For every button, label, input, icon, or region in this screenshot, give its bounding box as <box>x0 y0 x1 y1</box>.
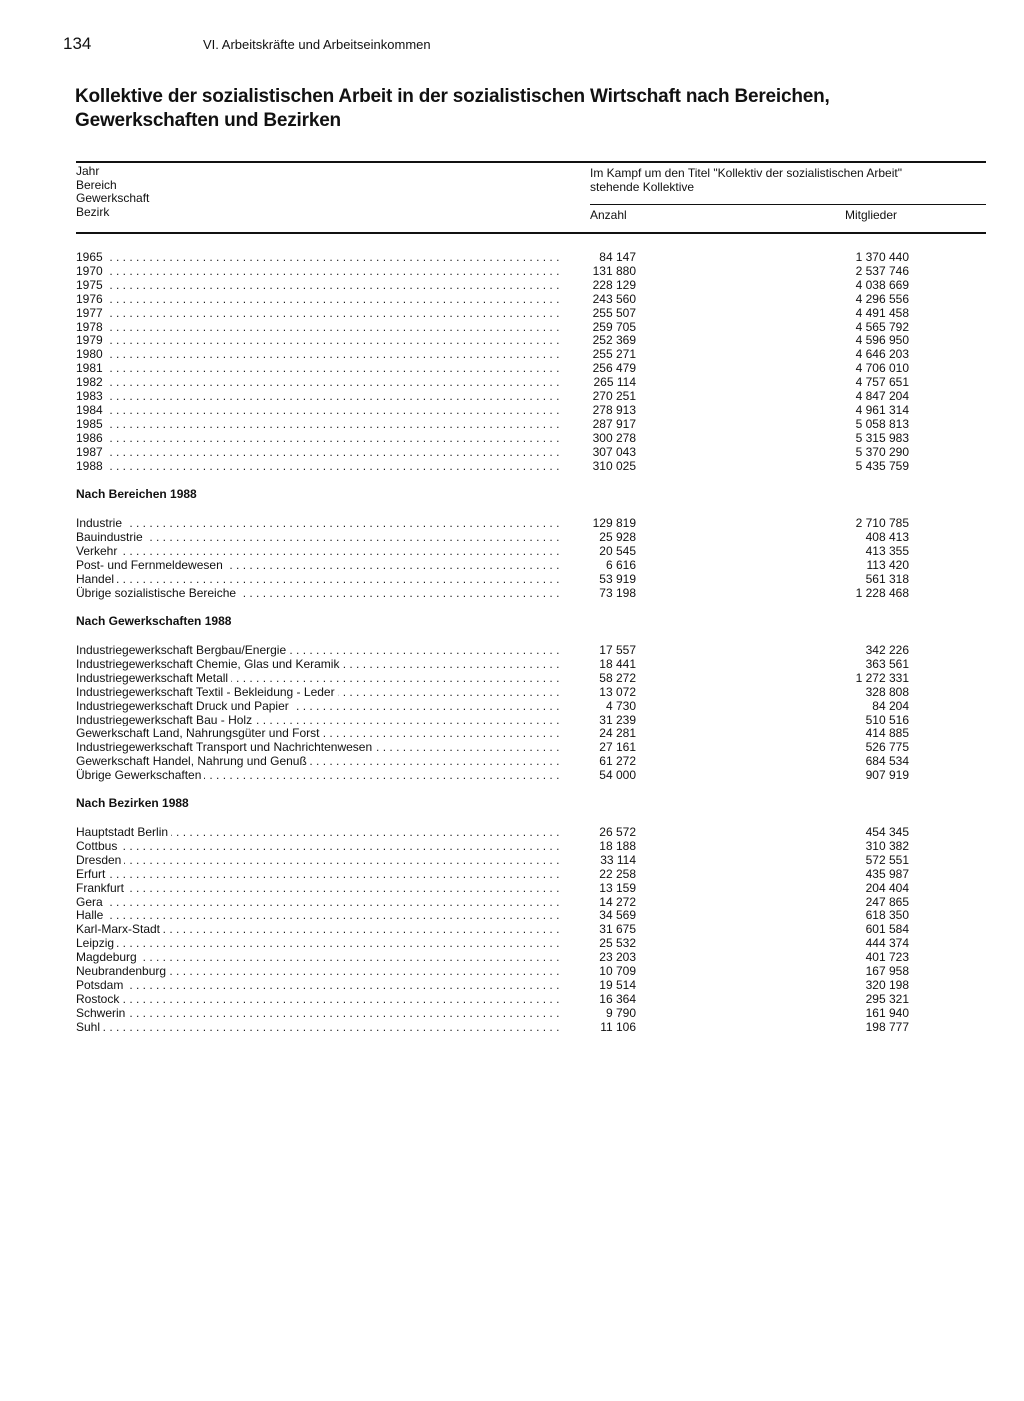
cell-anzahl: 4 730 <box>605 698 636 713</box>
cell-anzahl: 13 072 <box>599 684 636 699</box>
cell-mitglieder: 572 551 <box>865 852 909 867</box>
cell-mitglieder: 601 584 <box>865 922 909 937</box>
row-label-text: Bauindustrie <box>76 530 146 544</box>
table-row <box>0 347 1024 361</box>
row-label-text: Hauptstadt Berlin <box>76 825 171 839</box>
row-label <box>76 853 561 867</box>
cell-anzahl: 16 364 <box>599 991 636 1006</box>
row-label <box>76 375 561 389</box>
table-row <box>0 768 1024 782</box>
cell-mitglieder: 113 420 <box>866 557 909 572</box>
row-label <box>76 671 561 685</box>
table-row <box>0 586 1024 600</box>
cell-anzahl: 300 278 <box>592 430 636 445</box>
table-row <box>0 320 1024 334</box>
running-head: VI. Arbeitskräfte und Arbeitseinkommen <box>203 37 431 52</box>
cell-mitglieder: 204 404 <box>865 880 909 895</box>
cell-anzahl: 54 000 <box>599 768 636 783</box>
row-label-text: 1977 <box>76 306 106 320</box>
table-row <box>0 544 1024 558</box>
row-label <box>76 643 561 657</box>
row-label <box>76 895 561 909</box>
cell-anzahl: 34 569 <box>599 908 636 923</box>
cell-mitglieder: 408 413 <box>865 529 909 544</box>
row-label <box>76 768 561 782</box>
cell-anzahl: 26 572 <box>599 825 636 839</box>
table-row <box>0 671 1024 685</box>
row-label-text: Industriegewerkschaft Bau - Holz <box>76 713 255 727</box>
cell-mitglieder: 684 534 <box>865 754 909 769</box>
cell-anzahl: 252 369 <box>592 333 636 348</box>
table-row <box>0 264 1024 278</box>
table-row <box>0 278 1024 292</box>
row-label <box>76 320 561 334</box>
table-row <box>0 530 1024 544</box>
table-row <box>0 740 1024 754</box>
cell-anzahl: 19 514 <box>599 977 636 992</box>
cell-anzahl: 278 913 <box>592 402 636 417</box>
row-label-text: Übrige Gewerkschaften <box>76 768 204 782</box>
row-label-text: 1985 <box>76 417 106 431</box>
row-label <box>76 586 561 600</box>
cell-mitglieder: 618 350 <box>865 908 909 923</box>
cell-anzahl: 265 114 <box>593 375 636 390</box>
row-header-labels <box>76 165 149 219</box>
section-heading-bezirke: Nach Bezirken 1988 <box>76 796 189 810</box>
table-row <box>0 292 1024 306</box>
cell-mitglieder: 320 198 <box>865 977 909 992</box>
cell-anzahl: 53 919 <box>599 571 636 586</box>
cell-anzahl: 131 880 <box>592 263 636 278</box>
row-label-text: 1975 <box>76 278 106 292</box>
row-header-jahr: Jahr <box>76 164 100 178</box>
table-row <box>0 516 1024 530</box>
cell-anzahl: 25 532 <box>599 936 636 951</box>
table-row <box>0 459 1024 473</box>
cell-mitglieder: 2 710 785 <box>855 516 909 530</box>
table-row <box>0 853 1024 867</box>
page-title: Kollektive der sozialistischen Arbeit in der sozialistischen Wirtschaft nach Bereichen, Gewerkschaften und Bezirken <box>75 86 830 131</box>
row-label <box>76 572 561 586</box>
cell-anzahl: 243 560 <box>592 291 636 306</box>
cell-anzahl: 24 281 <box>599 726 636 741</box>
cell-mitglieder: 4 847 204 <box>855 389 909 403</box>
cell-mitglieder: 84 204 <box>872 698 909 713</box>
row-label-text: 1983 <box>76 389 106 403</box>
cell-mitglieder: 198 777 <box>865 1019 909 1034</box>
table-row <box>0 699 1024 713</box>
row-label-text: Leipzig <box>76 936 117 950</box>
cell-anzahl: 17 557 <box>599 643 636 657</box>
cell-mitglieder: 328 808 <box>865 684 909 699</box>
column-group-header <box>590 166 985 194</box>
row-label-text: Übrige sozialistische Bereiche <box>76 586 239 600</box>
cell-anzahl: 31 675 <box>599 922 636 937</box>
row-label-text: Dresden <box>76 853 124 867</box>
table-row <box>0 572 1024 586</box>
cell-anzahl: 310 025 <box>592 458 636 473</box>
row-label <box>76 445 561 459</box>
cell-mitglieder: 561 318 <box>865 571 909 586</box>
cell-mitglieder: 444 374 <box>865 936 909 951</box>
cell-mitglieder: 1 370 440 <box>855 250 909 264</box>
row-label-text: Schwerin <box>76 1006 128 1020</box>
cell-anzahl: 61 272 <box>599 754 636 769</box>
table-row <box>0 389 1024 403</box>
row-label <box>76 306 561 320</box>
cell-anzahl: 84 147 <box>599 250 636 264</box>
table-top-rule <box>76 161 986 163</box>
cell-anzahl: 31 239 <box>599 712 636 727</box>
column-header-mitglieder: Mitglieder <box>845 208 898 222</box>
row-label <box>76 908 561 922</box>
cell-mitglieder: 161 940 <box>865 1005 909 1020</box>
table-row <box>0 726 1024 740</box>
page-number: 134 <box>63 34 92 53</box>
row-label-text: Frankfurt <box>76 881 127 895</box>
row-label-text: Industrie <box>76 516 125 530</box>
cell-anzahl: 10 709 <box>599 964 636 978</box>
table-row <box>0 1020 1024 1034</box>
row-label <box>76 459 561 473</box>
row-label <box>76 530 561 544</box>
cell-anzahl: 73 198 <box>599 585 636 600</box>
table-row <box>0 361 1024 375</box>
row-label <box>76 292 561 306</box>
row-label <box>76 867 561 881</box>
table-row <box>0 333 1024 347</box>
row-label-text: 1980 <box>76 347 106 361</box>
group-label-line2: stehende Kollektive <box>590 180 695 194</box>
column-header-anzahl: Anzahl <box>590 208 627 222</box>
row-label-text: 1981 <box>76 361 106 375</box>
table-row <box>0 992 1024 1006</box>
row-label <box>76 950 561 964</box>
table-row <box>0 936 1024 950</box>
row-label <box>76 754 561 768</box>
row-label-text: 1976 <box>76 292 106 306</box>
row-label <box>76 839 561 853</box>
row-label-text: Karl-Marx-Stadt <box>76 922 163 936</box>
row-label <box>76 278 561 292</box>
cell-mitglieder: 4 706 010 <box>855 361 909 376</box>
table-row <box>0 558 1024 572</box>
row-label <box>76 978 561 992</box>
cell-mitglieder: 1 228 468 <box>855 585 909 600</box>
row-label-text: Potsdam <box>76 978 126 992</box>
row-label-text: Verkehr <box>76 544 120 558</box>
cell-anzahl: 33 114 <box>600 852 636 867</box>
cell-mitglieder: 907 919 <box>865 768 909 783</box>
cell-mitglieder: 342 226 <box>865 643 909 657</box>
group-label-line1: Im Kampf um den Titel "Kollektiv der sozialistischen Arbeit" <box>590 166 902 180</box>
cell-mitglieder: 167 958 <box>865 964 909 978</box>
cell-anzahl: 20 545 <box>599 543 636 558</box>
cell-anzahl: 11 106 <box>600 1019 636 1034</box>
row-label-text: Halle <box>76 908 106 922</box>
cell-anzahl: 14 272 <box>599 894 636 909</box>
table-row <box>0 431 1024 445</box>
table-row <box>0 250 1024 264</box>
row-label-text: Gewerkschaft Handel, Nahrung und Genuß <box>76 754 310 768</box>
row-label <box>76 544 561 558</box>
row-label-text: Industriegewerkschaft Druck und Papier <box>76 699 292 713</box>
row-label-text: Gewerkschaft Land, Nahrungsgüter und Forst <box>76 726 322 740</box>
cell-mitglieder: 435 987 <box>865 866 909 881</box>
cell-mitglieder: 510 516 <box>865 712 909 727</box>
row-label <box>76 347 561 361</box>
cell-mitglieder: 5 315 983 <box>855 430 909 445</box>
row-label-text: Gera <box>76 895 106 909</box>
cell-mitglieder: 4 491 458 <box>855 305 909 320</box>
row-label <box>76 685 561 699</box>
row-header-bereich: Bereich <box>76 177 117 192</box>
table-row <box>0 978 1024 992</box>
row-label-text: Suhl <box>76 1020 103 1034</box>
row-label-text: Industriegewerkschaft Transport und Nachrichtenwesen <box>76 740 375 754</box>
table-row <box>0 867 1024 881</box>
row-label-text: Industriegewerkschaft Bergbau/Energie <box>76 643 289 657</box>
cell-mitglieder: 414 885 <box>865 726 909 741</box>
table-row <box>0 908 1024 922</box>
row-label-text: Magdeburg <box>76 950 140 964</box>
table-row <box>0 754 1024 768</box>
row-label <box>76 936 561 950</box>
cell-mitglieder: 1 272 331 <box>855 670 909 685</box>
row-label <box>76 964 561 978</box>
cell-anzahl: 18 441 <box>599 656 636 671</box>
table-row <box>0 657 1024 671</box>
cell-anzahl: 129 819 <box>592 516 636 530</box>
row-label <box>76 516 561 530</box>
table-row <box>0 403 1024 417</box>
row-label-text: 1970 <box>76 264 106 278</box>
cell-anzahl: 255 507 <box>592 305 636 320</box>
row-label <box>76 992 561 1006</box>
row-label <box>76 403 561 417</box>
row-label-text: Handel <box>76 572 117 586</box>
cell-anzahl: 255 271 <box>592 347 636 362</box>
section-heading-bereiche: Nach Bereichen 1988 <box>76 487 197 501</box>
row-header-bezirk: Bezirk <box>76 204 110 219</box>
section-heading-gewerkschaften: Nach Gewerkschaften 1988 <box>76 614 232 628</box>
cell-mitglieder: 247 865 <box>865 894 909 909</box>
group-rule <box>590 204 986 205</box>
row-label-text: Post- und Fernmeldewesen <box>76 558 226 572</box>
row-label <box>76 740 561 754</box>
cell-mitglieder: 363 561 <box>865 656 909 671</box>
table-row <box>0 685 1024 699</box>
row-label <box>76 333 561 347</box>
cell-mitglieder: 4 757 651 <box>855 375 909 390</box>
cell-anzahl: 25 928 <box>599 529 636 544</box>
table-row <box>0 713 1024 727</box>
cell-mitglieder: 413 355 <box>865 543 909 558</box>
cell-anzahl: 27 161 <box>599 740 636 755</box>
cell-anzahl: 256 479 <box>592 361 636 376</box>
row-label <box>76 389 561 403</box>
row-label <box>76 657 561 671</box>
cell-mitglieder: 4 296 556 <box>855 291 909 306</box>
cell-mitglieder: 295 321 <box>865 991 909 1006</box>
cell-anzahl: 9 790 <box>605 1005 636 1020</box>
table-row <box>0 964 1024 978</box>
row-label-text: Erfurt <box>76 867 108 881</box>
row-label-text: 1984 <box>76 403 106 417</box>
row-header-gewerkschaft: Gewerkschaft <box>76 191 150 205</box>
cell-anzahl: 287 917 <box>592 416 636 431</box>
row-label <box>76 417 561 431</box>
row-label <box>76 558 561 572</box>
table-row <box>0 839 1024 853</box>
cell-mitglieder: 4 565 792 <box>855 319 909 334</box>
cell-anzahl: 22 258 <box>599 866 636 881</box>
row-label-text: 1982 <box>76 375 106 389</box>
cell-mitglieder: 4 646 203 <box>855 347 909 362</box>
cell-anzahl: 58 272 <box>599 670 636 685</box>
table-row <box>0 643 1024 657</box>
cell-anzahl: 23 203 <box>599 950 636 965</box>
row-label-text: 1965 <box>76 250 106 264</box>
cell-anzahl: 259 705 <box>592 319 636 334</box>
row-label <box>76 825 561 839</box>
row-label <box>76 922 561 936</box>
cell-anzahl: 228 129 <box>592 277 636 292</box>
table-row <box>0 417 1024 431</box>
cell-mitglieder: 526 775 <box>865 740 909 755</box>
row-label-text: Industriegewerkschaft Textil - Bekleidung - Leder <box>76 685 338 699</box>
row-label-text: 1979 <box>76 333 106 347</box>
cell-anzahl: 307 043 <box>592 444 636 459</box>
row-label-text: Cottbus <box>76 839 120 853</box>
table-row <box>0 825 1024 839</box>
cell-mitglieder: 4 596 950 <box>855 333 909 348</box>
table-row <box>0 306 1024 320</box>
cell-mitglieder: 5 370 290 <box>855 444 909 459</box>
row-label <box>76 1020 561 1034</box>
cell-mitglieder: 5 435 759 <box>855 458 909 473</box>
cell-anzahl: 6 616 <box>605 557 636 572</box>
table-row <box>0 950 1024 964</box>
row-label <box>76 264 561 278</box>
table-row <box>0 445 1024 459</box>
row-label-text: Industriegewerkschaft Metall <box>76 671 231 685</box>
cell-anzahl: 13 159 <box>599 880 636 895</box>
row-label <box>76 881 561 895</box>
table-row <box>0 922 1024 936</box>
cell-mitglieder: 401 723 <box>865 950 909 965</box>
row-label-text: 1988 <box>76 459 106 473</box>
row-label <box>76 431 561 445</box>
header-bottom-rule <box>76 232 986 234</box>
row-label-text: 1986 <box>76 431 106 445</box>
row-label-text: 1987 <box>76 445 106 459</box>
row-label-text: Neubrandenburg <box>76 964 169 978</box>
cell-anzahl: 18 188 <box>599 838 636 853</box>
row-label-text: Industriegewerkschaft Chemie, Glas und Keramik <box>76 657 342 671</box>
row-label <box>76 713 561 727</box>
row-label <box>76 726 561 740</box>
cell-mitglieder: 310 382 <box>865 838 909 853</box>
row-label <box>76 699 561 713</box>
row-label-text: 1978 <box>76 320 106 334</box>
row-label-text: Rostock <box>76 992 122 1006</box>
cell-mitglieder: 4 961 314 <box>855 402 909 417</box>
row-label <box>76 250 561 264</box>
cell-mitglieder: 2 537 746 <box>855 263 909 278</box>
table-row <box>0 881 1024 895</box>
row-label <box>76 1006 561 1020</box>
cell-mitglieder: 454 345 <box>865 825 909 839</box>
table-row <box>0 1006 1024 1020</box>
cell-mitglieder: 4 038 669 <box>855 277 909 292</box>
table-row <box>0 375 1024 389</box>
cell-anzahl: 270 251 <box>592 389 636 403</box>
table-row <box>0 895 1024 909</box>
cell-mitglieder: 5 058 813 <box>855 416 909 431</box>
row-label <box>76 361 561 375</box>
